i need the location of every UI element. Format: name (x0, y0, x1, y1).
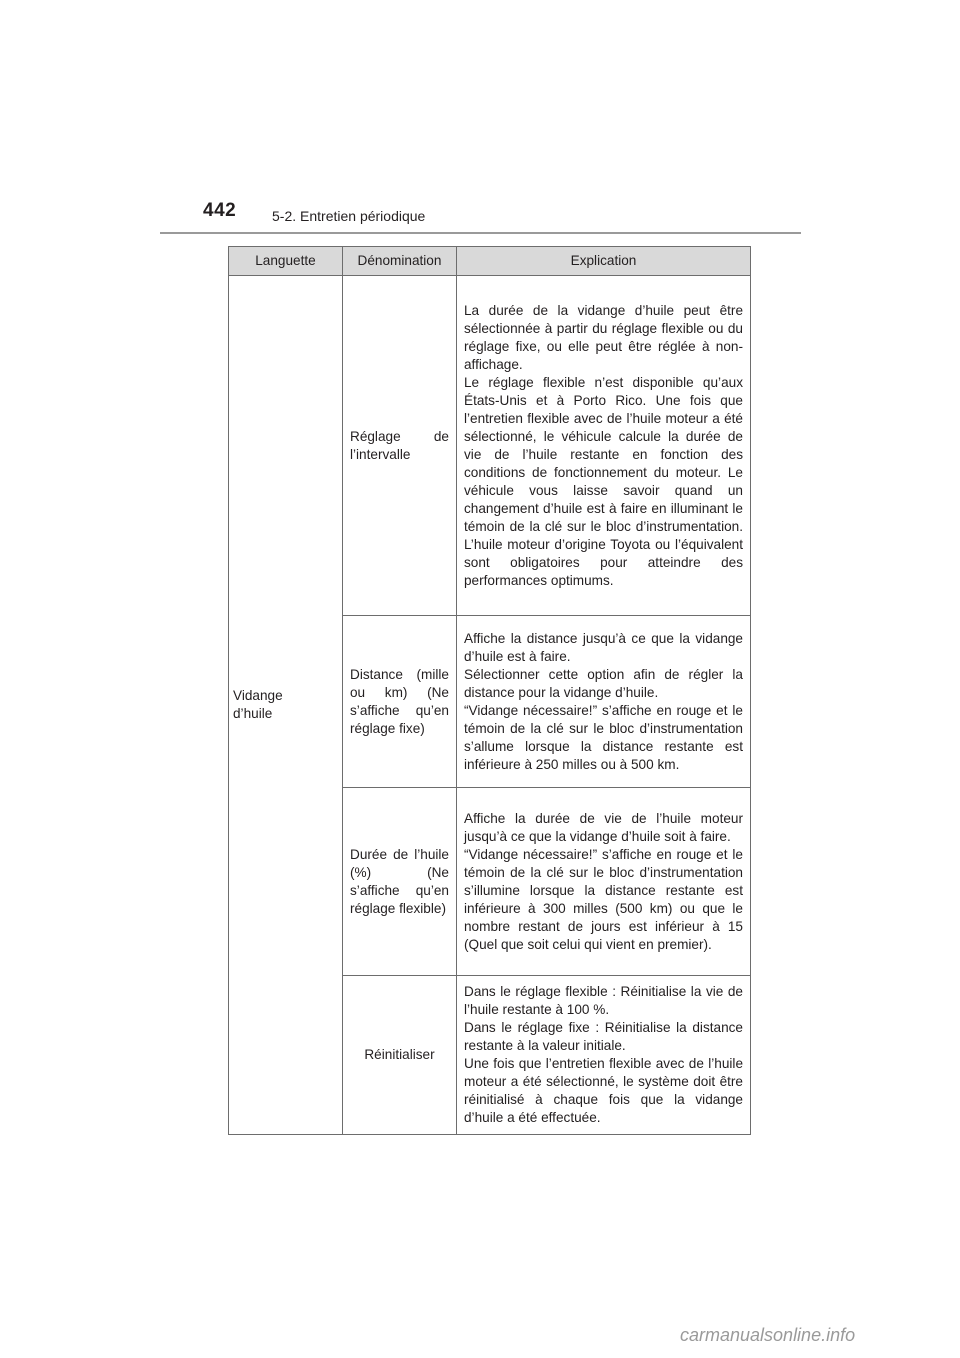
column-header-explanation: Explication (457, 247, 751, 276)
name-cell: Durée de l’huile (%) (Ne s’affiche qu’en réglage flexible) (343, 788, 457, 976)
explanation-paragraph: La durée de la vidange d’huile peut être sélectionnée à partir du réglage flexible ou du réglage fixe, ou elle peut être réglée à non-affichage. (464, 302, 743, 372)
explanation-paragraph: “Vidange nécessaire!” s’affiche en rouge et le témoin de la clé sur le bloc d’instrumentation s’allume lorsque la distance restante est inférieure à 250 milles ou à 500 km. (464, 702, 743, 772)
name-cell: Réinitialiser (343, 976, 457, 1135)
tab-cell: Vidange d’huile (229, 276, 343, 1135)
header-rule (160, 232, 801, 234)
table-header-row (229, 247, 751, 276)
explanation-cell (457, 976, 751, 1135)
table-row (229, 276, 751, 616)
explanation-paragraph: Sélectionner cette option afin de régler la distance pour la vidange d’huile. (464, 666, 743, 700)
explanation-cell (457, 788, 751, 976)
explanation-cell (457, 276, 751, 616)
explanation-paragraph: Dans le réglage fixe : Réinitialise la distance restante à la valeur initiale. (464, 1020, 743, 1053)
explanation-paragraph: Affiche la distance jusqu’à ce que la vidange d’huile est à faire. (464, 630, 743, 664)
explanation-paragraph: Le réglage flexible n’est disponible qu’aux États-Unis et à Porto Rico. Une fois que l’entretien flexible avec de l’huile moteur a été sélectionné, le véhicule calcule la durée de vie de l’huile restante en fonction des conditions de fonctionnement du moteur. Le véhicule vous laisse savoir quand un changement d’huile est à faire en illuminant le témoin de la clé sur le bloc d’instrumentation. L’huile moteur d’origine Toyota ou l’équivalent sont obligatoires pour atteindre des performances optimums. (464, 374, 743, 588)
explanation-paragraph: “Vidange nécessaire!” s’affiche en rouge et le témoin de la clé sur le bloc d’instrumentation s’illumine lorsque la distance restante est inférieure à 300 milles (500 km) ou que le nombre restant de jours est inférieur à 15 (Quel que soit celui qui vient en premier). (464, 846, 743, 952)
page-number: 442 (203, 200, 237, 221)
section-title: 5-2. Entretien périodique (272, 208, 426, 224)
explanation-paragraph: Affiche la durée de vie de l’huile moteur jusqu’à ce que la vidange d’huile soit à faire. (464, 810, 743, 844)
settings-table (228, 246, 751, 1135)
explanation-paragraph: Une fois que l’entretien flexible avec de l’huile moteur a été sélectionné, le système doit être réinitialisé à chaque fois que la vidange d’huile a été effectuée. (464, 1056, 743, 1125)
column-header-tab: Languette (229, 247, 343, 276)
explanation-paragraph: Dans le réglage flexible : Réinitialise la vie de l’huile restante à 100 %. (464, 984, 743, 1017)
watermark: carmanualsonline.info (680, 1325, 856, 1345)
column-header-name: Dénomination (343, 247, 457, 276)
name-cell: Réglage de l’intervalle (343, 276, 457, 616)
explanation-cell (457, 616, 751, 788)
name-cell: Distance (mille ou km) (Ne s’affiche qu’en réglage fixe) (343, 616, 457, 788)
